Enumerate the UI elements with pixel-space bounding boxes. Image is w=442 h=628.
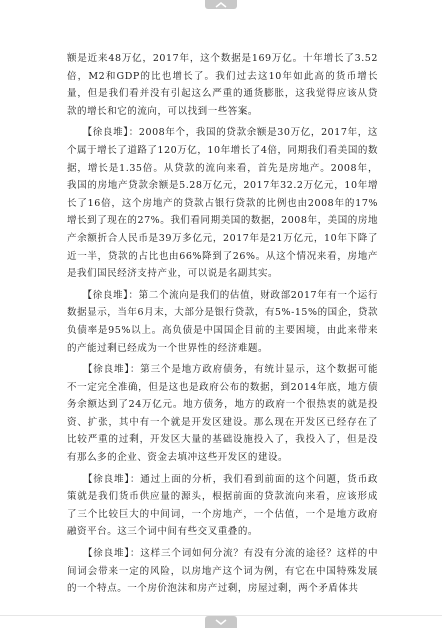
paragraph-text: ：2008年个，我国的贷款余额是30万亿，2017年，这个属于增长了道路了120万亿，10年增长了4倍，同期我们看美国的数据，增长是1.35倍。从贷款的流向来看，首先是房地产。2008年，我国的房地产贷款余额是5.28万亿元，2017年32.2万亿元，10年增长了16倍，这个房地产的贷款占银行贷款的比例也由2008年的17%增长到了现在的27%。我们看同期美国的数据，2008年，美国的房地产余额折合人民币是39万多亿元，2017年是21万亿元，10年下降了近一半，贷款的占比也由66%降到了26%。从这个情况来看，房地产是我们国民经济支持产业，可以说是名副其实。 xyxy=(67,127,378,280)
chevron-up-icon xyxy=(215,2,227,8)
paragraph-text: ：第三个是地方政府债务，有统计显示，这个数据可能不一定完全准确，但是这也是政府公布的数据，到2014年底，地方债务余额达到了24万亿元。地方债务，地方的政府一个很热衷的就是投资、扩张，其中有一个就是开发区建设。那么现在开发区已经存在了比较严重的过剩，开发区大量的基础设施投入了，我投入了，但是没有那么多的企业、资金去填冲这些开发区的建设。 xyxy=(67,364,378,464)
speaker-label: 【徐良堆】 xyxy=(87,289,129,301)
paragraph-3 xyxy=(67,287,378,357)
document-body xyxy=(67,50,378,602)
paragraph-4 xyxy=(67,361,378,467)
paragraph-2 xyxy=(67,124,378,282)
paragraph-text: 额是近来48万亿，2017年，这个数据是169万亿。十年增长了3.52倍，M2和GDP的比也增长了。我们过去这10年如此高的货币增长量，但是我们看并没有引起这么严重的通货膨胀，这我觉得应该从贷款的增长和它的流向，可以找到一些答案。 xyxy=(67,53,378,117)
paragraph-text: ：通过上面的分析，我们看到前面的这个问题，货币政策就是我们货币供应量的源头，根据前面的贷款流向来看，应该形成了三个比较巨大的中间词，一个房地产，一个估值，一个是地方政府融资平台。这三个词中间有些交叉重叠的。 xyxy=(67,473,378,538)
paragraph-text: ：这样三个词如何分流？有没有分流的途径？这样的中间词会带来一定的风险，以房地产这个词为例，有它在中国特殊发展的一个特点。一个房价泡沫和房产过剩，房屋过剩，两个矛盾体共 xyxy=(67,548,378,595)
paragraph-text: ：第二个流向是我们的估值，财政部2017年有一个运行数据显示，当年6月末，大部分是银行贷款，有5%-15%的国企，贷款负债率是95%以上。高负债是中国国企目前的主要困境，由此来带来的产能过剩已经成为一个世界性的经济难题。 xyxy=(67,289,378,354)
speaker-label: 【徐良堆】 xyxy=(87,127,129,139)
next-page-tab[interactable] xyxy=(205,616,237,628)
previous-page-tab[interactable] xyxy=(205,0,237,9)
paragraph-1 xyxy=(67,50,378,120)
chevron-down-icon xyxy=(215,619,227,625)
paragraph-5 xyxy=(67,471,378,541)
paragraph-6 xyxy=(67,545,378,598)
speaker-label: 【徐良堆】 xyxy=(87,473,130,485)
speaker-label: 【徐良堆】 xyxy=(87,548,130,560)
speaker-label: 【徐良堆】 xyxy=(87,364,130,376)
